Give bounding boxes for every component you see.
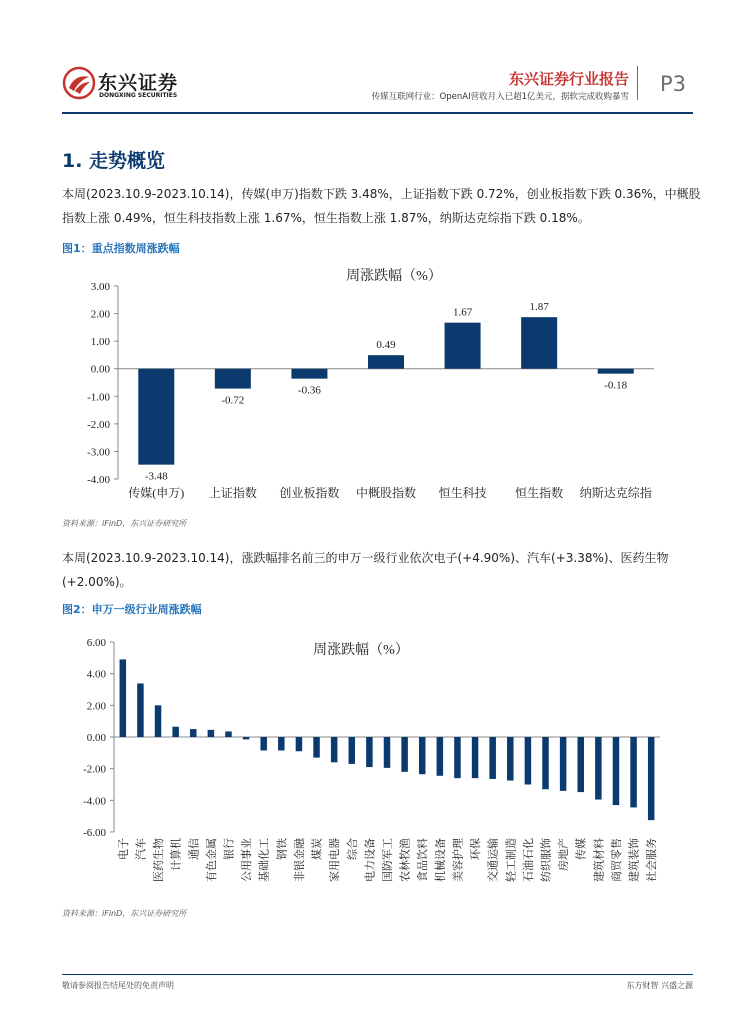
chart2-category-label: 基础化工 (258, 838, 271, 882)
chart2-bar (260, 737, 267, 750)
chart2-bar (225, 731, 232, 737)
chart2-category-label: 综合 (346, 838, 359, 860)
chart2-bar (613, 737, 620, 805)
chart1-data-label: 0.49 (376, 339, 396, 352)
chart2-category-label: 电子 (117, 838, 130, 860)
chart1-y-tick-label: 3.00 (90, 281, 110, 293)
chart2-bar (349, 737, 356, 764)
chart2-category-label: 机械设备 (434, 838, 447, 882)
chart2-y-tick-label: 4.00 (86, 668, 106, 681)
chart2-bar (595, 737, 602, 800)
chart2-bar (648, 737, 655, 820)
chart2-bar (172, 727, 179, 737)
chart2-bar (120, 659, 127, 737)
chart1-data-label: -0.72 (221, 394, 245, 407)
chart2-bar (472, 737, 479, 778)
chart2-bar (437, 737, 444, 776)
chart2-category-label: 传媒 (575, 838, 588, 860)
chart2-bar (577, 737, 584, 792)
chart2-bar (401, 737, 408, 772)
header-rule (62, 112, 693, 114)
chart2-y-tick-label: -2.00 (83, 763, 106, 776)
figure1-caption: 图1：重点指数周涨跌幅 (62, 242, 180, 255)
figure2-caption: 图2：申万一级行业周涨跌幅 (62, 603, 202, 616)
chart1-data-label: -0.36 (297, 384, 321, 397)
chart2-bar (137, 683, 144, 737)
chart1-category-label: 恒生科技 (438, 486, 487, 500)
chart1-y-tick-label: -2.00 (87, 418, 110, 431)
chart1-title: 周涨跌幅（%） (346, 269, 442, 284)
chart2-bar (384, 737, 391, 768)
chart2-category-label: 石油石化 (522, 838, 535, 882)
chart1-bar (445, 323, 481, 369)
chart1-category-label: 中概股指数 (355, 486, 417, 500)
chart1-data-label: -0.18 (604, 379, 628, 392)
chart2-category-label: 美容护理 (452, 838, 465, 882)
chart2-category-label: 建筑材料 (593, 838, 606, 882)
paragraph-industry-summary: 本周(2023.10.9-2023.10.14)，涨跌幅排名前三的申万一级行业依次电子(+4.90%)、汽车(+3.38%)、医药生物(+2.00%)。 (62, 551, 669, 589)
chart2-bar (366, 737, 373, 767)
chart1-bar (368, 355, 404, 369)
logo-text-en: DONGXING SECURITIES (99, 92, 178, 99)
footer-rule (62, 974, 693, 975)
chart2-category-label: 建筑装饰 (628, 838, 641, 882)
chart2-category-label: 钢铁 (276, 838, 289, 860)
chart2-category-label: 有色金属 (205, 838, 218, 882)
chart2-bar (243, 737, 250, 739)
chart2-category-label: 商贸零售 (610, 838, 623, 882)
chart2-category-label: 国防军工 (382, 838, 394, 882)
chart1-y-tick-label: 0.00 (90, 363, 110, 376)
chart2-category-label: 银行 (223, 838, 236, 860)
chart2-bar (190, 729, 197, 737)
chart2-bar (208, 730, 215, 737)
chart1-bar (138, 369, 174, 465)
chart2-title: 周涨跌幅（%） (313, 643, 409, 658)
chart1-category-label: 传媒(申万) (128, 486, 185, 500)
chart2-y-tick-label: 2.00 (86, 700, 106, 713)
chart-index-weekly-change (62, 258, 692, 510)
chart1-bar (598, 369, 634, 374)
logo-mark-icon (62, 66, 96, 100)
chart2-category-label: 汽车 (135, 838, 148, 860)
chart2-bar (278, 737, 285, 750)
chart2-y-tick-label: 6.00 (86, 637, 106, 649)
chart2-bar (419, 737, 426, 774)
chart2-category-label: 纺织服饰 (540, 838, 553, 882)
paragraph-index-summary: 本周(2023.10.9-2023.10.14)，传媒(申万)指数下跌 3.48%，上证指数下跌 0.72%，创业板指数下跌 0.36%，中概股指数上涨 0.49%，恒生科技指数上涨 1.67%，恒生指数上涨 1.87%，纳斯达克综指下跌 0.18%。 (62, 187, 701, 225)
chart2-category-label: 轻工制造 (505, 838, 518, 882)
chart2-bar (155, 705, 162, 737)
chart2-bar (630, 737, 637, 807)
chart1-category-label: 纳斯达克综指 (579, 486, 652, 500)
chart1-y-tick-label: 2.00 (90, 308, 110, 321)
report-subtitle: 传媒互联网行业：OpenAI营收月入已超1亿美元，据软完成收购暴雪 (371, 92, 629, 102)
chart2-bar (454, 737, 461, 778)
chart2-category-label: 非银金融 (293, 838, 306, 882)
chart2-category-label: 房地产 (558, 838, 571, 871)
company-logo (62, 66, 180, 104)
chart2-bar (489, 737, 496, 779)
chart2-y-tick-label: -4.00 (83, 795, 106, 808)
chart2-category-label: 医药生物 (153, 838, 166, 882)
figure2-source: 资料来源：iFinD，东兴证券研究所 (62, 909, 187, 918)
page-number: P3 (660, 72, 687, 96)
chart1-bar (521, 317, 557, 369)
chart2-bars (120, 659, 655, 820)
chart2-category-label: 农林牧渔 (399, 838, 412, 882)
chart2-category-label: 煤炭 (311, 838, 324, 860)
chart1-y-tick-label: -1.00 (87, 391, 110, 404)
chart1-y-tick-label: -4.00 (87, 474, 110, 486)
logo-text-cn: 东兴证券 (98, 72, 179, 94)
chart1-bar (215, 369, 251, 389)
chart2-bar (313, 737, 320, 758)
report-type: 东兴证券行业报告 (508, 70, 629, 88)
chart1-category-label: 创业板指数 (279, 486, 340, 500)
section-title: 1. 走势概览 (62, 150, 166, 172)
chart1-category-label: 恒生指数 (515, 486, 564, 500)
chart1-bar (291, 369, 327, 379)
chart2-category-label: 计算机 (170, 838, 183, 871)
chart2-category-label: 食品饮料 (417, 838, 430, 882)
chart2-bar (560, 737, 567, 791)
chart1-y-tick-label: 1.00 (90, 336, 110, 349)
chart1-y-tick-label: -3.00 (87, 446, 110, 459)
chart2-category-label: 家用电器 (329, 838, 342, 882)
chart1-bars (138, 301, 633, 483)
header-divider (637, 66, 638, 100)
chart2-bar (525, 737, 532, 785)
chart2-y-tick-label: -6.00 (83, 827, 106, 839)
chart2-category-label: 交通运输 (487, 838, 500, 882)
chart2-bar (296, 737, 303, 751)
chart1-data-label: 1.87 (529, 301, 549, 314)
figure1-source: 资料来源：iFinD，东兴证券研究所 (62, 519, 187, 528)
chart2-category-label: 环保 (470, 838, 483, 860)
chart2-category-label: 电力设备 (364, 838, 377, 882)
footer-slogan: 东方财智 兴盛之源 (626, 981, 693, 990)
chart2-category-label: 社会服务 (646, 838, 659, 882)
chart2-bar (542, 737, 549, 789)
chart2-bar (331, 737, 338, 762)
footer-disclaimer: 敬请参阅报告结尾处的免责声明 (62, 981, 174, 990)
chart1-data-label: -3.48 (144, 470, 168, 483)
chart2-y-tick-label: 0.00 (86, 732, 106, 744)
chart2-bar (507, 737, 513, 781)
chart2-category-label: 公用事业 (241, 838, 254, 882)
chart-industry-weekly-change (62, 630, 692, 900)
chart1-category-label: 上证指数 (208, 486, 257, 500)
chart1-data-label: 1.67 (452, 306, 473, 319)
chart2-category-label: 通信 (188, 838, 201, 860)
